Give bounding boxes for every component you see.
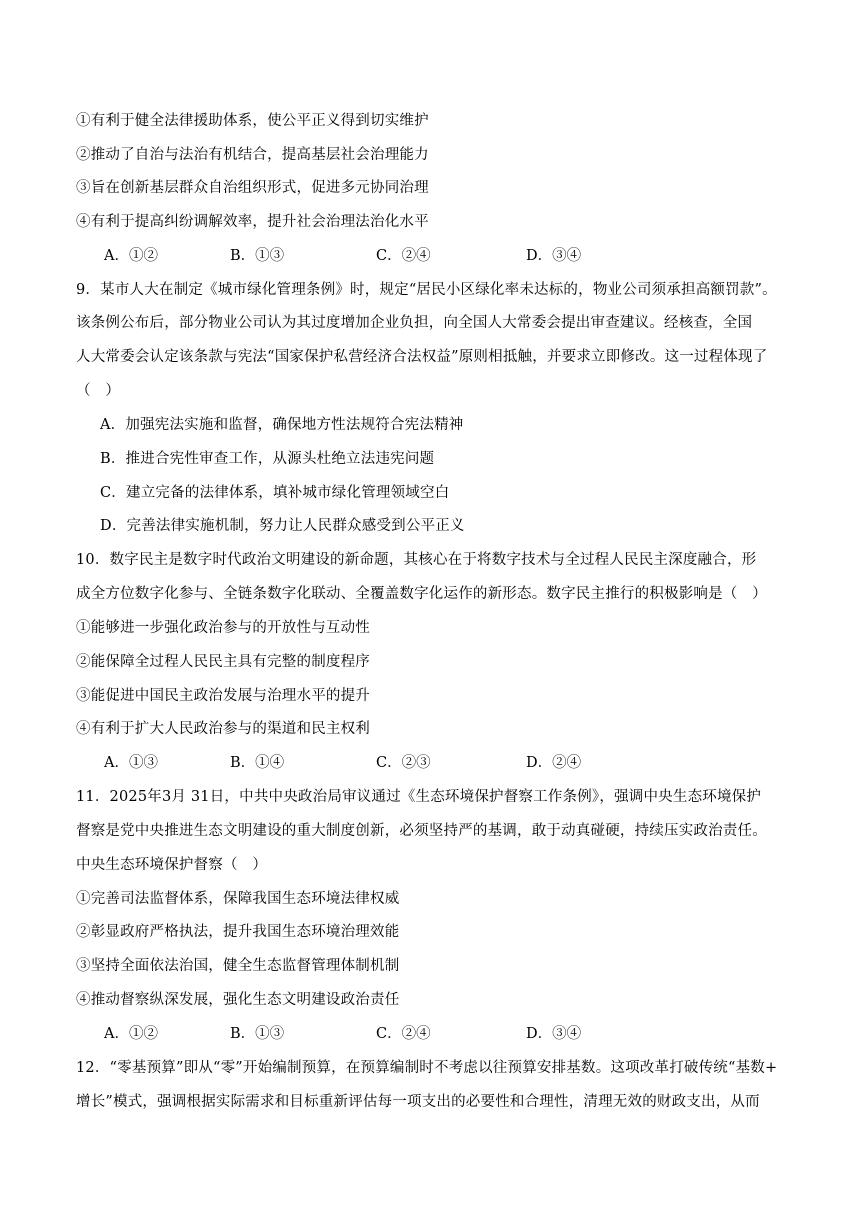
q12-stem-line-1: 12．“零基预算”即从“零”开始编制预算，在预算编制时不考虑以往预算安排基数。这项改革打破传统“基数+ [76, 1060, 778, 1076]
q9-option-d: D．完善法律实施机制，努力让人民群众感受到公平正义 [100, 518, 465, 534]
q10-option-b: B．①④ [230, 755, 285, 771]
q11-stem-line-3: 中央生态环境保护督察（ ） [76, 857, 268, 873]
q10-option-c: C．②③ [376, 755, 431, 771]
q10-statement-4: ④有利于扩大人民政治参与的渠道和民主权利 [76, 721, 370, 737]
q10-statement-2: ②能保障全过程人民民主具有完整的制度程序 [76, 654, 370, 670]
q11-stem-line-1: 11．2025年3月 31日，中共中央政治局审议通过《生态环境保护督察工作条例》，强调中央生态环境保护 [76, 789, 762, 805]
q8-statement-2: ②推动了自治与法治有机结合，提高基层社会治理能力 [76, 147, 429, 163]
q9-option-c: C．建立完备的法律体系，填补城市绿化管理领域空白 [100, 485, 450, 501]
q11-option-d: D．③④ [526, 1026, 582, 1042]
q8-option-c: C．②④ [376, 248, 431, 264]
q11-statement-1: ①完善司法监督体系，保障我国生态环境法律权威 [76, 891, 400, 907]
q11-options [104, 1024, 664, 1044]
q10-statement-1: ①能够进一步强化政治参与的开放性与互动性 [76, 620, 370, 636]
q11-statement-2: ②彰显政府严格执法，提升我国生态环境治理效能 [76, 924, 400, 940]
q8-options [104, 246, 664, 266]
q9-stem-line-2: 该条例公布后，部分物业公司认为其过度增加企业负担，向全国人大常委会提出审查建议。经核查，全国 [76, 315, 753, 331]
q8-option-a: A．①② [104, 248, 158, 264]
q10-stem-line-1: 10．数字民主是数字时代政治文明建设的新命题，其核心在于将数字技术与全过程人民民主深度融合，形 [76, 552, 757, 568]
q11-option-b: B．①③ [230, 1026, 285, 1042]
q10-stem-line-2: 成全方位数字化参与、全链条数字化联动、全覆盖数字化运作的新形态。数字民主推行的积极影响是（ ） [76, 586, 767, 602]
q9-answer-paren: （ ） [76, 383, 121, 399]
q8-statement-3: ③旨在创新基层群众自治组织形式，促进多元协同治理 [76, 180, 429, 196]
q8-statement-4: ④有利于提高纠纷调解效率，提升社会治理法治化水平 [76, 214, 429, 230]
q8-option-b: B．①③ [230, 248, 285, 264]
q10-option-d: D．②④ [526, 755, 582, 771]
q8-statement-1: ①有利于健全法律援助体系，使公平正义得到切实维护 [76, 113, 429, 129]
q9-stem-line-1: 9．某市人大在制定《城市绿化管理条例》时，规定“居民小区绿化率未达标的，物业公司须承担高额罚款”。 [76, 282, 777, 298]
q8-option-d: D．③④ [526, 248, 582, 264]
q12-stem-line-2: 增长”模式，强调根据实际需求和目标重新评估每一项支出的必要性和合理性，清理无效的财政支出，从而 [76, 1094, 760, 1110]
q11-stem-line-2: 督察是党中央推进生态文明建设的重大制度创新，必须坚持严的基调，敢于动真碰硬，持续压实政治责任。 [76, 823, 767, 839]
q9-option-b: B．推进合宪性审查工作，从源头杜绝立法违宪问题 [100, 451, 435, 467]
q10-options [104, 753, 664, 773]
q11-option-a: A．①② [104, 1026, 158, 1042]
q11-statement-3: ③坚持全面依法治国，健全生态监督管理体制机制 [76, 958, 400, 974]
q10-option-a: A．①③ [104, 755, 158, 771]
q11-statement-4: ④推动督察纵深发展，强化生态文明建设政治责任 [76, 992, 400, 1008]
q11-option-c: C．②④ [376, 1026, 431, 1042]
q9-stem-line-3: 人大常委会认定该条款与宪法“国家保护私营经济合法权益”原则相抵触，并要求立即修改。这一过程体现了 [76, 349, 768, 365]
q9-option-a: A．加强宪法实施和监督，确保地方性法规符合宪法精神 [100, 417, 464, 433]
q10-statement-3: ③能促进中国民主政治发展与治理水平的提升 [76, 688, 370, 704]
